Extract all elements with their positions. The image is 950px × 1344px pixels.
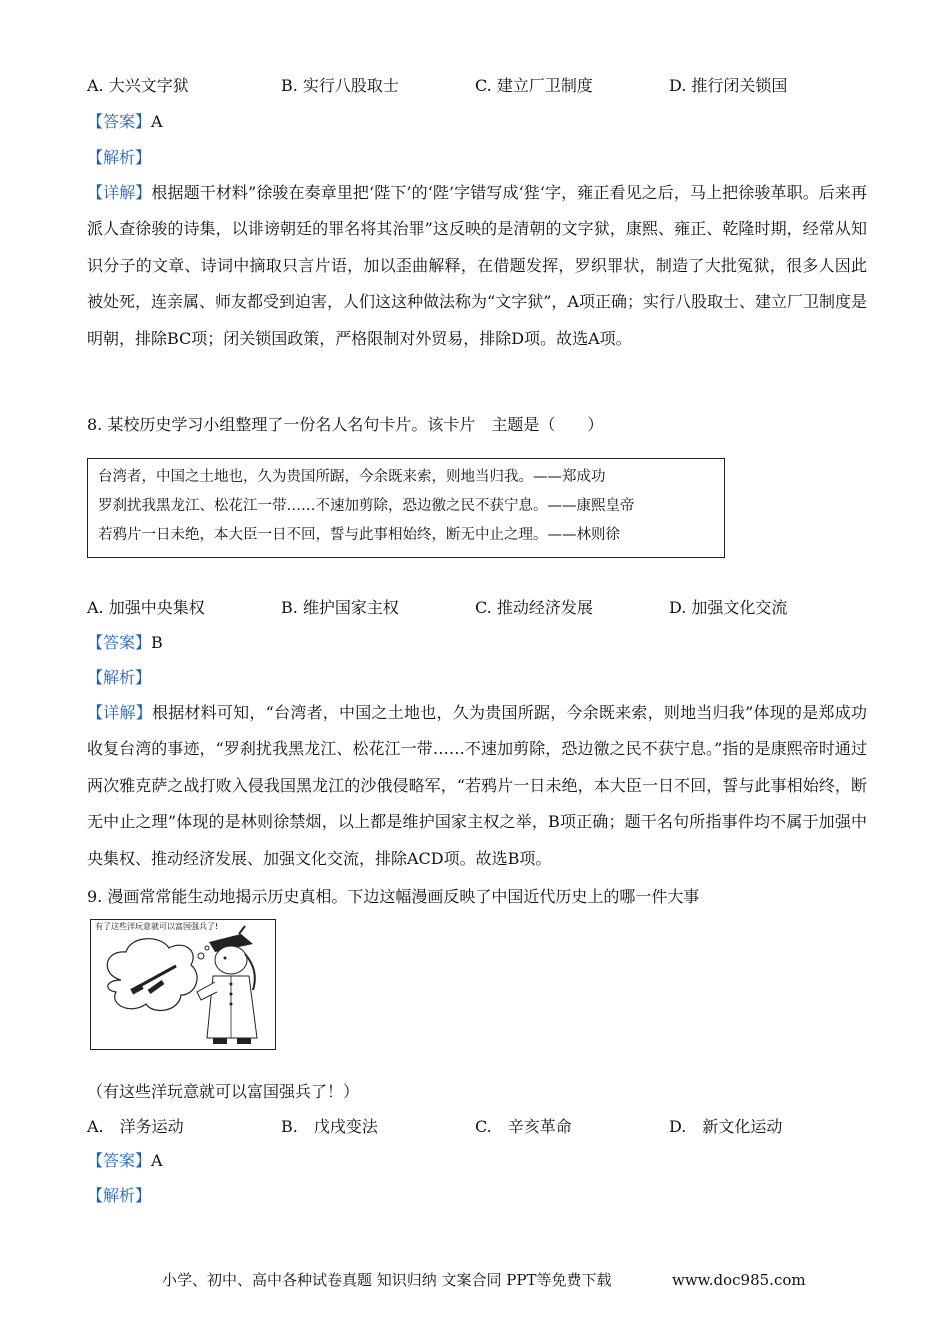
q8-option-d: D. 加强文化交流 (669, 598, 788, 617)
q7-detail (87, 175, 867, 357)
q8-option-b: B. 维护国家主权 (281, 598, 399, 617)
q7-detail-text: 根据题干材料”徐骏在奏章里把‘陛下’的‘陛’字错写成‘狴‘字，雍正看见之后，马上把徐骏革职。后来再派人查徐骏的诗集，以诽谤朝廷的罪名将其治罪”这反映的是清朝的文字狱，康熙、雍正、乾隆时期，经常从知识分子的文章、诗词中摘取只言片语，加以歪曲解释，在借题发挥，罗织罪状，制造了大批冤狱，很多人因此被处死，连亲属、师友都受到迫害，人们这这种做法称为“文字狱”，A项正确；实行八股取士、建立厂卫制度是明朝，排除BC项；闭关锁国政策，严格限制对外贸易，排除D项。故选A项。 (87, 183, 867, 348)
q9-analysis-tag: 【解析】 (87, 1186, 152, 1205)
q7-option-b: B. 实行八股取士 (281, 76, 399, 95)
q9-option-d: D. 新文化运动 (669, 1117, 783, 1136)
quote-card (87, 458, 725, 558)
q9-option-a: A. 洋务运动 (87, 1117, 184, 1136)
quote-lin-zexu: 若鸦片一日未绝，本大臣一日不回，誓与此事相始终，断无中止之理。——林则徐 (98, 527, 620, 543)
answer-tag: 【答案】 (87, 1151, 152, 1170)
cartoon-caption: （有这些洋玩意就可以富国强兵了！） (87, 1082, 360, 1101)
q9-option-c: C. 辛亥革命 (475, 1117, 572, 1136)
q8-option-a: A. 加强中央集权 (87, 598, 205, 617)
cartoon-drawing (91, 920, 276, 1050)
quote-zheng-chenggong: 台湾者，中国之土地也，久为贵国所踞，今余既来索，则地当归我。——郑成功 (98, 469, 606, 485)
q9-stem: 9. 漫画常常能生动地揭示历史真相。下边这幅漫画反映了中国近代历史上的哪一件大事 (87, 887, 700, 906)
q7-answer-line (87, 111, 163, 133)
cartoon-image (90, 919, 276, 1050)
answer-tag: 【答案】 (87, 633, 152, 652)
q7-analysis-tag: 【解析】 (87, 148, 152, 167)
q9-option-b: B. 戊戌变法 (281, 1117, 378, 1136)
q7-option-c: C. 建立厂卫制度 (475, 76, 593, 95)
q8-stem: 8. 某校历史学习小组整理了一份名人名句卡片。该卡片 主题是（ ） (87, 415, 604, 434)
quote-kangxi: 罗刹扰我黑龙江、松花江一带……不速加剪除，恐边徼之民不获宁息。——康熙皇帝 (98, 498, 635, 514)
q9-answer: A (151, 1151, 163, 1170)
q7-option-d: D. 推行闭关锁国 (669, 76, 788, 95)
q8-analysis-tag: 【解析】 (87, 668, 152, 687)
detail-tag: 【详解】 (87, 183, 152, 202)
q8-detail (87, 695, 867, 877)
footer-text: 小学、初中、高中各种试卷真题 知识归纳 文案合同 PPT等免费下载 (162, 1271, 612, 1289)
footer-url[interactable]: www.doc985.com (672, 1271, 806, 1289)
q7-option-a: A. 大兴文字狱 (87, 76, 189, 95)
q9-answer-line (87, 1150, 163, 1172)
q8-detail-text: 根据材料可知，“台湾者，中国之土地也，久为贵国所踞，今余既来索，则地当归我”体现的是郑成功收复台湾的事迹，“罗刹扰我黑龙江、松花江一带……不速加剪除，恐边徼之民不获宁息。”指的是康熙帝时通过两次雅克萨之战打败入侵我国黑龙江的沙俄侵略军，“若鸦片一日未绝，本大臣一日不回，誓与此事相始终，断无中止之理”体现的是林则徐禁烟，以上都是维护国家主权之举，B项正确；题干名句所指事件均不属于加强中央集权、推动经济发展、加强文化交流，排除ACD项。故选B项。 (87, 703, 867, 868)
q8-answer: B (151, 633, 163, 652)
q8-answer-line (87, 632, 163, 654)
answer-tag: 【答案】 (87, 112, 152, 131)
cartoon-speech-text: 有了这些洋玩意就可以富国强兵了! (95, 922, 219, 931)
q8-option-c: C. 推动经济发展 (475, 598, 593, 617)
detail-tag: 【详解】 (87, 703, 152, 722)
q7-answer: A (151, 112, 163, 131)
